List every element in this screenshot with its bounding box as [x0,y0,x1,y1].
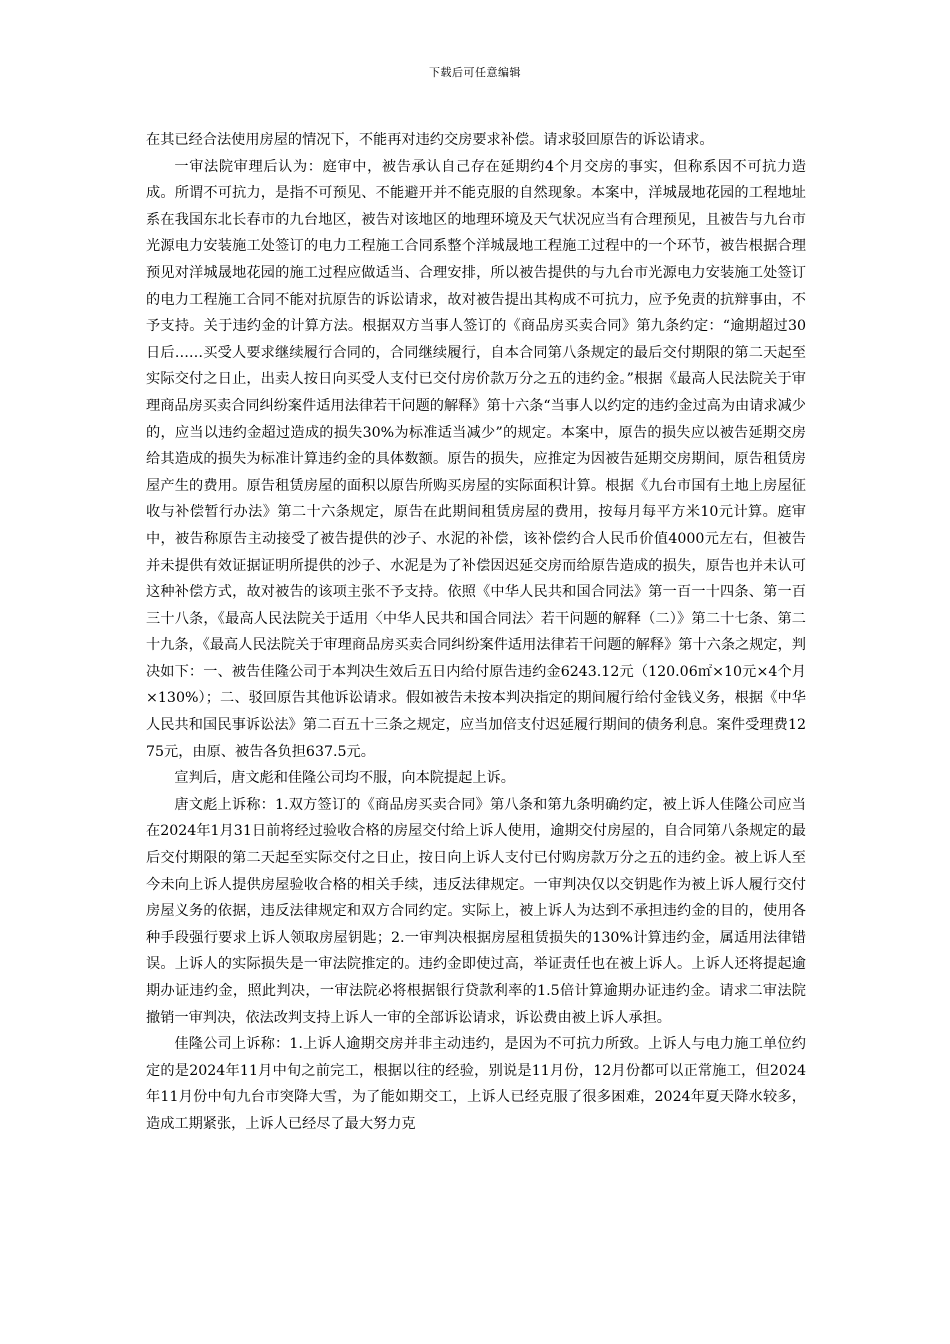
paragraph-4: 唐文彪上诉称：1.双方签订的《商品房买卖合同》第八条和第九条明确约定，被上诉人佳隆公司应当在2024年1月31日前将经过验收合格的房屋交付给上诉人使用，逾期交付房屋的，自合同第八条规定的最后交付期限的第二天起至实际交付之日止，按日向上诉人支付已付购房款万分之五的违约金。被上诉人至今未向上诉人提供房屋验收合格的相关手续，违反法律规定。一审判决仅以交钥匙作为被上诉人履行交付房屋义务的依据，违反法律规定和双方合同约定。实际上，被上诉人为达到不承担违约金的目的，使用各种手段强行要求上诉人领取房屋钥匙；2.一审判决根据房屋租赁损失的130%计算违约金，属适用法律错误。上诉人的实际损失是一审法院推定的。违约金即使过高，举证责任也在被上诉人。上诉人还将提起逾期办证违约金，照此判决，一审法院必将根据银行贷款利率的1.5倍计算逾期办证违约金。请求二审法院撤销一审判决，依法改判支持上诉人一审的全部诉讼请求，诉讼费由被上诉人承担。 [146,796,806,1026]
paragraph-5: 佳隆公司上诉称：1.上诉人逾期交房并非主动违约，是因为不可抗力所致。上诉人与电力施工单位约定的是2024年11月中旬之前完工，根据以往的经验，别说是11月份，12月份都可以正常施工，但2024年11月份中旬九台市突降大雪，为了能如期交工，上诉人已经克服了很多困难，2024年夏天降水较多，造成工期紧张，上诉人已经尽了最大努力克 [146,1036,806,1132]
document-body [146,127,806,1138]
paragraph-2: 一审法院审理后认为：庭审中，被告承认自己存在延期约4个月交房的事实，但称系因不可抗力造成。所谓不可抗力，是指不可预见、不能避开并不能克服的自然现象。本案中，洋城晟地花园的工程地址系在我国东北长春市的九台地区，被告对该地区的地理环境及天气状况应当有合理预见，且被告与九台市光源电力安装施工处签订的电力工程施工合同系整个洋城晟地工程施工过程中的一个环节，被告根据合理预见对洋城晟地花园的施工过程应做适当、合理安排，所以被告提供的与九台市光源电力安装施工处签订的电力工程施工合同不能对抗原告的诉讼请求，故对被告提出其构成不可抗力，应予免责的抗辩事由，不予支持。关于违约金的计算方法。根据双方当事人签订的《商品房买卖合同》第九条约定：“逾期超过30日后……买受人要求继续履行合同的，合同继续履行，自本合同第八条规定的最后交付期限的第二天起至实际交付之日止，出卖人按日向买受人支付已交付房价款万分之五的违约金。”根据《最高人民法院关于审理商品房买卖合同纠纷案件适用法律若干问题的解释》第十六条“当事人以约定的违约金过高为由请求减少的，应当以违约金超过造成的损失30%为标准适当减少”的规定。本案中，原告的损失应以被告延期交房给其造成的损失为标准计算违约金的具体数额。原告的损失，应推定为因被告延期交房期间，原告租赁房屋产生的费用。原告租赁房屋的面积以原告所购买房屋的实际面积计算。根据《九台市国有土地上房屋征收与补偿暂行办法》第二十六条规定，原告在此期间租赁房屋的费用，按每月每平方米10元计算。庭审中，被告称原告主动接受了被告提供的沙子、水泥的补偿，该补偿约合人民币价值4000元左右，但被告并未提供有效证据证明所提供的沙子、水泥是为了补偿因迟延交房而给原告造成的损失，原告也并未认可这种补偿方式，故对被告的该项主张不予支持。依照《中华人民共和国合同法》第一百一十四条、第一百三十八条，《最高人民法院关于适用〈中华人民共和国合同法〉若干问题的解释（二）》第二十七条、第二十九条，《最高人民法院关于审理商品房买卖合同纠纷案件适用法律若干问题的解释》第十六条之规定，判决如下：一、被告佳隆公司于本判决生效后五日内给付原告违约金6243.12元（120.06㎡×10元×4个月×130%）；二、驳回原告其他诉讼请求。假如被告未按本判决指定的期间履行给付金钱义务，根据《中华人民共和国民事诉讼法》第二百五十三条之规定，应当加倍支付迟延履行期间的债务利息。案件受理费1275元，由原、被告各负担637.5元。 [146,158,806,760]
paragraph-1: 在其已经合法使用房屋的情况下，不能再对违约交房要求补偿。请求驳回原告的诉讼请求。 [146,132,714,148]
paragraph-3: 宣判后，唐文彪和佳隆公司均不服，向本院提起上诉。 [174,770,515,787]
page-header: 下载后可任意编辑 [429,66,521,79]
